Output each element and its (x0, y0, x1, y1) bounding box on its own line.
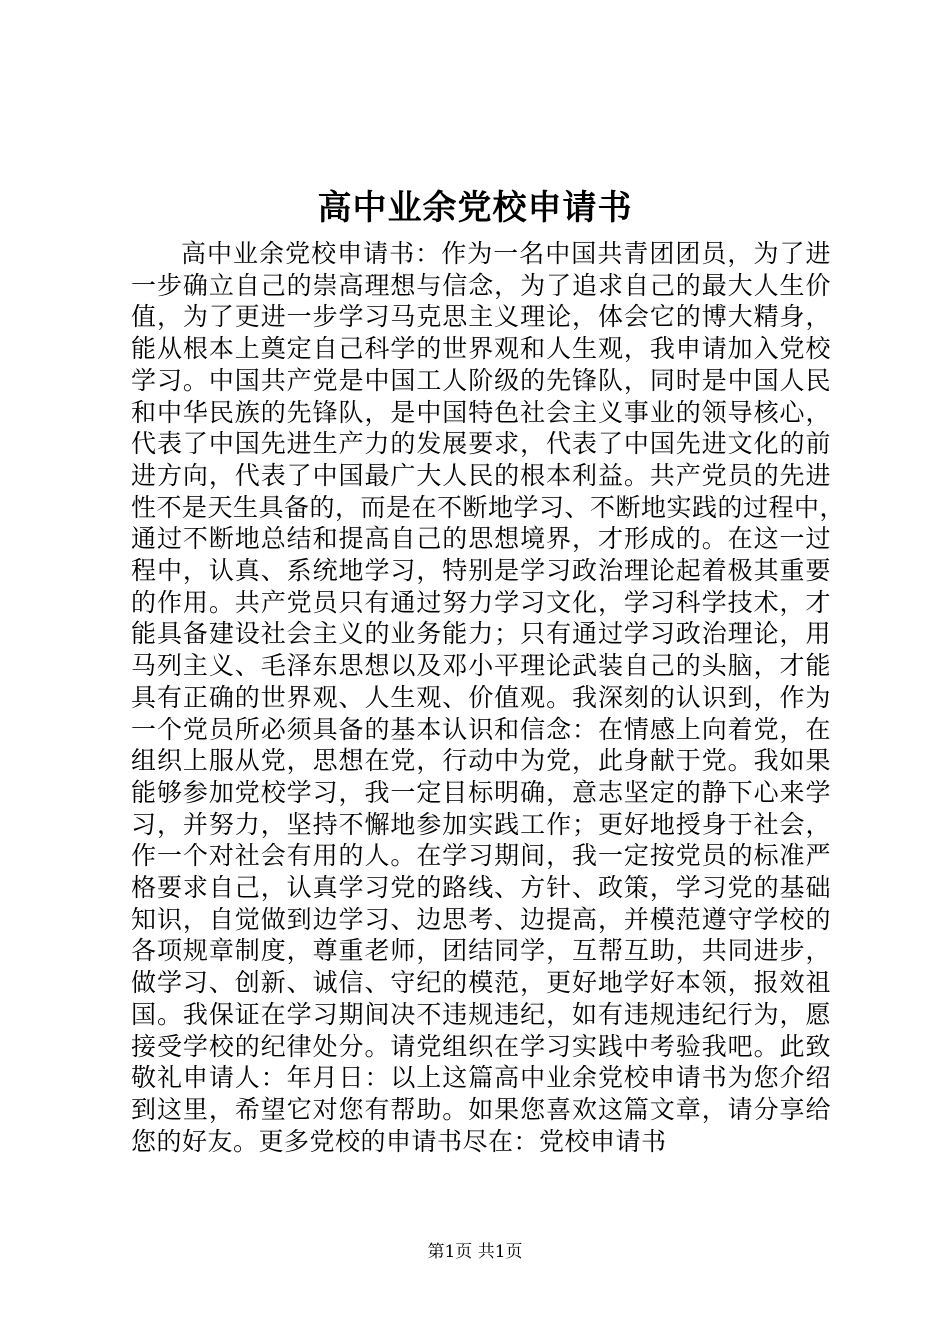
body-line: 接受学校的纪律处分。请党组织在学习实践中考验我吧。此致 (131, 1031, 831, 1061)
body-line: 到这里，希望它对您有帮助。如果您喜欢这篇文章，请分享给 (131, 1094, 831, 1124)
document-body (131, 238, 846, 1157)
body-line: 马列主义、毛泽东思想以及邓小平理论武装自己的头脑，才能 (131, 651, 831, 681)
body-line: 做学习、创新、诚信、守纪的模范，更好地学好本领，报效祖 (131, 968, 831, 998)
body-line: 组织上服从党，思想在党，行动中为党，此身献于党。我如果 (131, 746, 831, 776)
body-line: 值，为了更进一步学习马克思主义理论，体会它的博大精身， (131, 302, 831, 332)
body-line: 国。我保证在学习期间决不违规违纪，如有违规违纪行为，愿 (131, 999, 831, 1029)
body-line: 通过不断地总结和提高自己的思想境界，才形成的。在这一过 (131, 524, 831, 554)
body-line: 高中业余党校申请书：作为一名中国共青团团员，为了进 (181, 239, 831, 268)
body-line: 一步确立自己的崇高理想与信念，为了追求自己的最大人生价 (131, 270, 831, 300)
body-line: 学习。中国共产党是中国工人阶级的先锋队，同时是中国人民 (131, 365, 831, 395)
body-line: 进方向，代表了中国最广大人民的根本利益。共产党员的先进 (131, 460, 831, 490)
body-line: 能具备建设社会主义的业务能力；只有通过学习政治理论，用 (131, 619, 831, 649)
body-line: 能够参加党校学习，我一定目标明确，意志坚定的静下心来学 (131, 777, 831, 807)
document-title: 高中业余党校申请书 (317, 188, 633, 228)
body-line: 的作用。共产党员只有通过努力学习文化，学习科学技术，才 (131, 587, 831, 617)
body-line: 敬礼申请人：年月日：以上这篇高中业余党校申请书为您介绍 (131, 1063, 831, 1093)
body-line: 知识，自觉做到边学习、边思考、边提高，并模范遵守学校的 (131, 904, 831, 934)
body-line: 作一个对社会有用的人。在学习期间，我一定按党员的标准严 (131, 841, 831, 871)
body-line: 您的好友。更多党校的申请书尽在：党校申请书 (131, 1126, 667, 1156)
body-line: 格要求自己，认真学习党的路线、方针、政策，学习党的基础 (131, 873, 831, 903)
body-line: 程中，认真、系统地学习，特别是学习政治理论起着极其重要 (131, 556, 831, 586)
page-footer: 第1页 共1页 (427, 1242, 523, 1262)
body-line: 具有正确的世界观、人生观、价值观。我深刻的认识到，作为 (131, 682, 831, 712)
body-line: 一个党员所必须具备的基本认识和信念：在情感上向着党，在 (131, 714, 831, 744)
body-line: 性不是天生具备的，而是在不断地学习、不断地实践的过程中， (131, 492, 846, 522)
body-line: 能从根本上奠定自己科学的世界观和人生观，我申请加入党校 (131, 334, 831, 364)
body-line: 和中华民族的先锋队，是中国特色社会主义事业的领导核心， (131, 397, 831, 427)
body-line: 习，并努力，坚持不懈地参加实践工作；更好地授身于社会， (131, 809, 831, 839)
body-line: 各项规章制度，尊重老师，团结同学，互帮互助，共同进步， (131, 936, 831, 966)
body-line: 代表了中国先进生产力的发展要求，代表了中国先进文化的前 (131, 429, 831, 459)
